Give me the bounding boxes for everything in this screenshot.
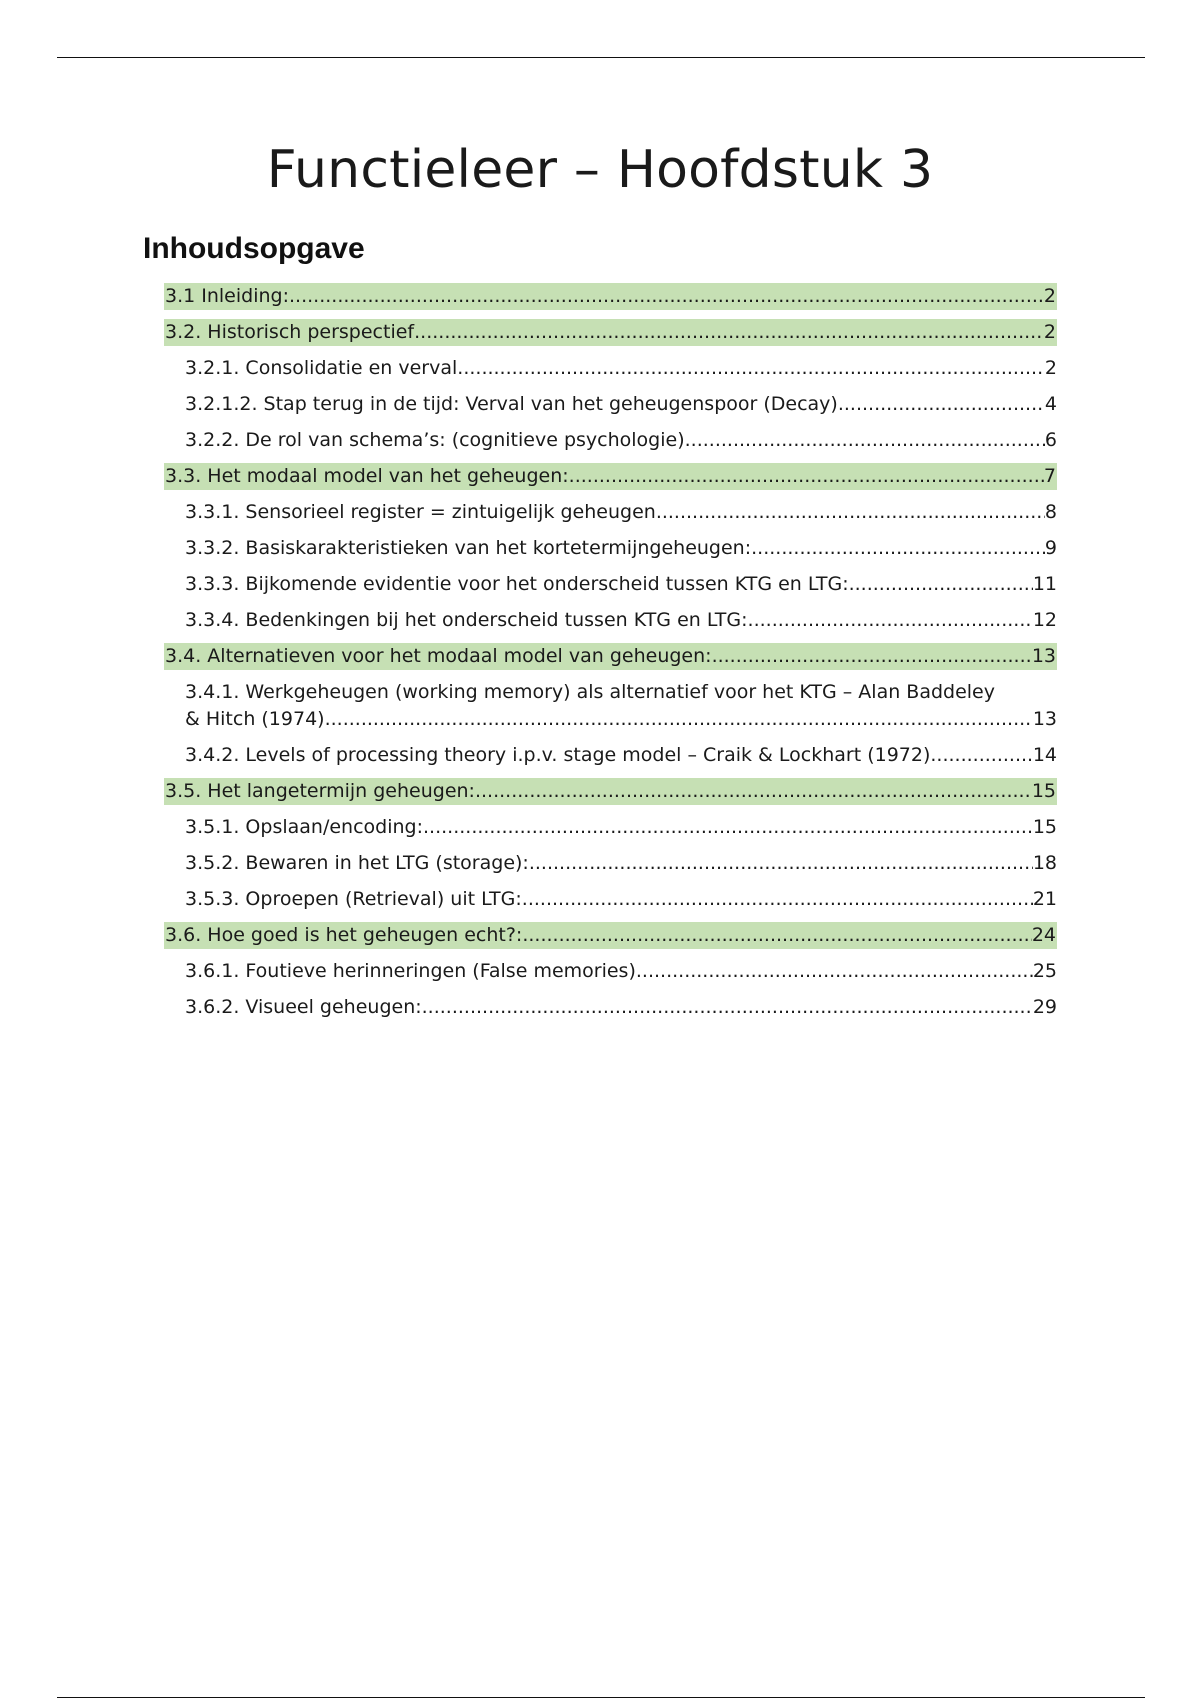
- toc-entry-3-6-2[interactable]: [164, 994, 1057, 1021]
- toc-leader-dots: [930, 742, 1032, 769]
- toc-leader-dots: [712, 643, 1032, 670]
- toc-leader-dots: [656, 499, 1045, 526]
- toc-entry-3-5-3[interactable]: [164, 886, 1057, 913]
- toc-leader-dots: [423, 814, 1033, 841]
- toc-page-number: 2: [1044, 357, 1057, 379]
- toc-entry-text: 3.3.1. Sensorieel register = zintuigelijk geheugen: [185, 501, 656, 523]
- toc-entry-3-3-4[interactable]: [164, 607, 1057, 634]
- toc-leader-dots: [457, 355, 1045, 382]
- toc-entry-3-2-1-2[interactable]: [164, 391, 1057, 418]
- toc-entry-3-4-2[interactable]: [164, 742, 1057, 769]
- toc-page-number: 7: [1043, 465, 1056, 487]
- toc-entry-text: 3.1 Inleiding:: [165, 285, 289, 307]
- toc-entry-3-6-1[interactable]: [164, 958, 1057, 985]
- toc-leader-dots: [289, 283, 1044, 310]
- toc-page-number: 14: [1032, 744, 1057, 766]
- toc-entry-text: 3.5.3. Oproepen (Retrieval) uit LTG:: [185, 888, 522, 910]
- document-title: Functieleer – Hoofdstuk 3: [266, 140, 934, 200]
- toc-entry-text: 3.6.1. Foutieve herinneringen (False memories): [185, 960, 636, 982]
- toc-leader-dots: [849, 571, 1033, 598]
- toc-entry-text: 3.3.4. Bedenkingen bij het onderscheid tussen KTG en LTG:: [185, 609, 748, 631]
- toc-entry-text: 3.2.1. Consolidatie en verval: [185, 357, 458, 379]
- toc-leader-dots: [325, 706, 1033, 733]
- toc-leader-dots: [685, 427, 1045, 454]
- toc-entry-text-line2: & Hitch (1974): [185, 708, 325, 730]
- toc-page-number: 24: [1031, 924, 1056, 946]
- toc-entry-text: 3.5.2. Bewaren in het LTG (storage):: [185, 852, 529, 874]
- toc-entry-text: 3.2.1.2. Stap terug in de tijd: Verval van het geheugenspoor (Decay): [185, 393, 838, 415]
- toc-page-number: 2: [1043, 321, 1056, 343]
- header-rule: [57, 57, 1145, 58]
- toc-leader-dots: [529, 850, 1033, 877]
- toc-entry-3-3[interactable]: [164, 463, 1057, 490]
- toc-leader-dots: [838, 391, 1045, 418]
- toc-page-number: 2: [1043, 285, 1056, 307]
- toc-page-number: 25: [1032, 960, 1057, 982]
- toc-entry-text: 3.2.2. De rol van schema’s: (cognitieve psychologie): [185, 429, 685, 451]
- toc-page-number: 12: [1032, 609, 1057, 631]
- toc-entry-text: 3.5.1. Opslaan/encoding:: [185, 816, 423, 838]
- toc-entry-text: 3.2. Historisch perspectief: [165, 321, 415, 343]
- footer-rule: [57, 1697, 1145, 1698]
- toc-leader-dots: [522, 886, 1033, 913]
- toc-leader-dots: [751, 535, 1045, 562]
- toc-page-number: 29: [1032, 996, 1057, 1018]
- toc-entry-text: 3.3.3. Bijkomende evidentie voor het onderscheid tussen KTG en LTG:: [185, 573, 849, 595]
- toc-entry-text: 3.3. Het modaal model van het geheugen:: [165, 465, 569, 487]
- toc-entry-text: 3.3.2. Basiskarakteristieken van het kortetermijngeheugen:: [185, 537, 752, 559]
- toc-page-number: 13: [1031, 645, 1056, 667]
- toc-entry-text: 3.4.1. Werkgeheugen (working memory) als alternatief voor het KTG – Alan Baddeley: [185, 681, 995, 703]
- toc-entry-3-4-1[interactable]: [164, 679, 1057, 733]
- toc-leader-dots: [475, 778, 1032, 805]
- toc-page-number: 13: [1032, 708, 1057, 730]
- toc-entry-3-3-3[interactable]: [164, 571, 1057, 598]
- toc-page-number: 15: [1032, 816, 1057, 838]
- toc-entry-text: 3.5. Het langetermijn geheugen:: [165, 780, 475, 802]
- toc-entry-3-1[interactable]: [164, 283, 1057, 310]
- toc-page-number: 8: [1044, 501, 1057, 523]
- toc-entry-3-4[interactable]: [164, 643, 1057, 670]
- toc-entry-3-5-1[interactable]: [164, 814, 1057, 841]
- toc-entry-3-2-2[interactable]: [164, 427, 1057, 454]
- toc-leader-dots: [522, 922, 1031, 949]
- toc-page-number: 15: [1031, 780, 1056, 802]
- toc-page-number: 6: [1044, 429, 1057, 451]
- toc-entry-3-6[interactable]: [164, 922, 1057, 949]
- toc-leader-dots: [636, 958, 1033, 985]
- toc-leader-dots: [422, 994, 1033, 1021]
- toc-leader-dots: [569, 463, 1044, 490]
- toc-entry-text: 3.4.2. Levels of processing theory i.p.v. stage model – Craik & Lockhart (1972): [185, 744, 931, 766]
- toc-entry-text: 3.6.2. Visueel geheugen:: [185, 996, 422, 1018]
- toc-entry-3-2-1[interactable]: [164, 355, 1057, 382]
- toc-entry-3-5-2[interactable]: [164, 850, 1057, 877]
- toc-page-number: 21: [1032, 888, 1057, 910]
- table-of-contents: [164, 283, 1057, 1030]
- toc-heading: Inhoudsopgave: [143, 232, 365, 265]
- toc-leader-dots: [414, 319, 1044, 346]
- toc-entry-text-continued: [185, 706, 1057, 733]
- toc-entry-text: 3.4. Alternatieven voor het modaal model van geheugen:: [165, 645, 712, 667]
- toc-leader-dots: [748, 607, 1033, 634]
- toc-page-number: 4: [1044, 393, 1057, 415]
- toc-entry-3-3-2[interactable]: [164, 535, 1057, 562]
- toc-page-number: 9: [1044, 537, 1057, 559]
- toc-page-number: 18: [1032, 852, 1057, 874]
- toc-entry-text: 3.6. Hoe goed is het geheugen echt?:: [165, 924, 523, 946]
- toc-entry-3-3-1[interactable]: [164, 499, 1057, 526]
- toc-page-number: 11: [1032, 573, 1057, 595]
- toc-entry-3-2[interactable]: [164, 319, 1057, 346]
- toc-entry-3-5[interactable]: [164, 778, 1057, 805]
